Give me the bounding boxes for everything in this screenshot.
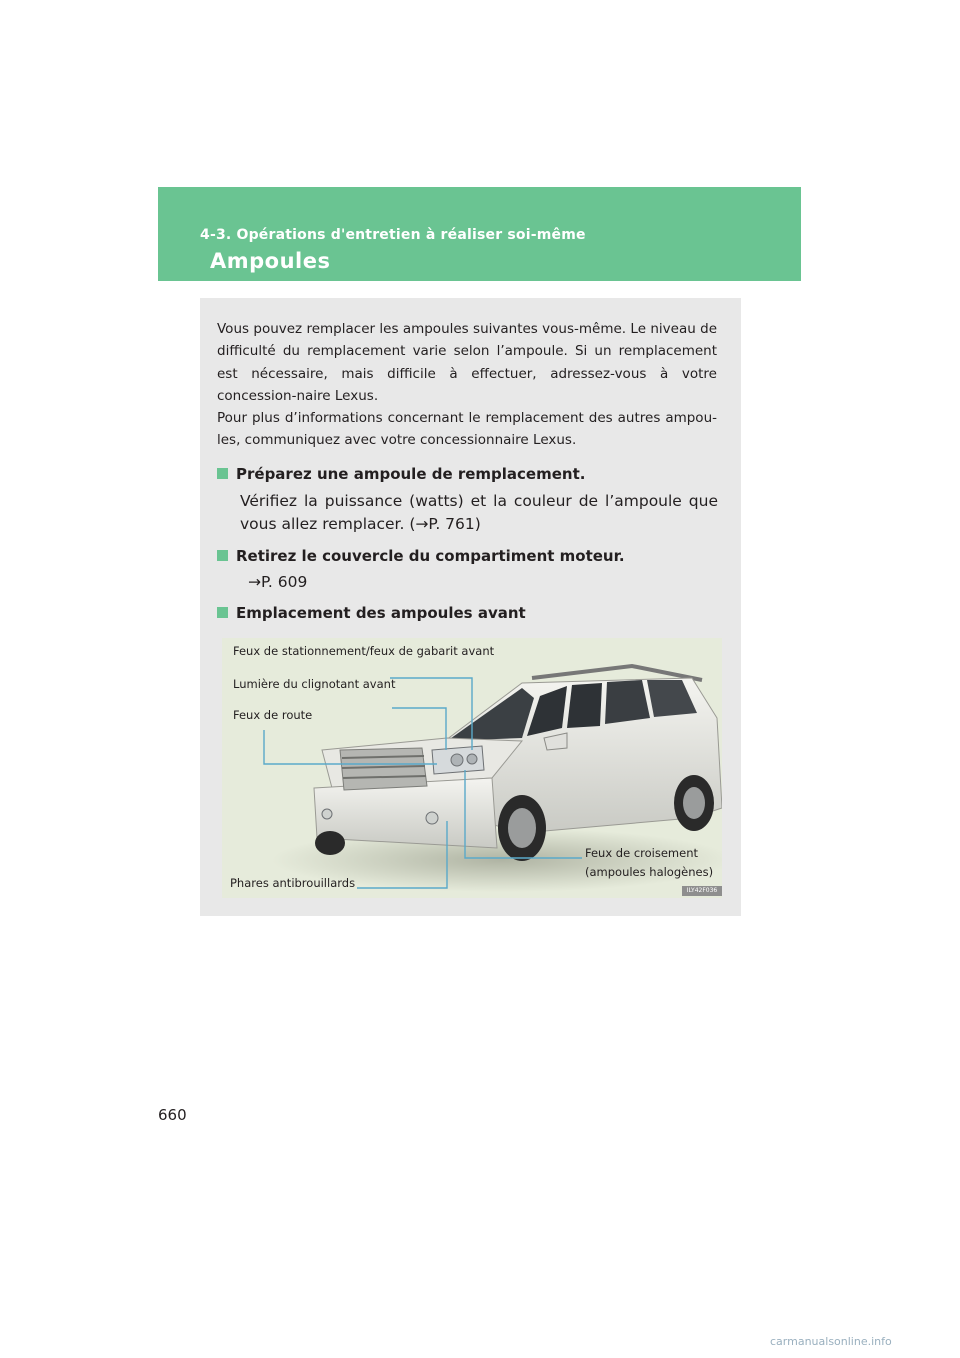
bullet-square-icon — [217, 468, 228, 479]
watermark-text: carmanualsonline.info — [770, 1335, 892, 1348]
intro-text — [217, 318, 717, 452]
section-label: 4-3. Opérations d'entretien à réaliser soi-même — [200, 227, 586, 243]
page-number: 660 — [158, 1106, 187, 1124]
bullet-square-icon — [217, 550, 228, 561]
bullet-square-icon — [217, 607, 228, 618]
section-heading-1: Préparez une ampoule de remplacement. — [217, 465, 585, 483]
label-parking-lights: Feux de stationnement/feux de gabarit avant — [233, 644, 495, 658]
section-body-2: →P. 609 — [248, 573, 308, 591]
section-heading-3: Emplacement des ampoules avant — [217, 604, 526, 622]
section-heading-2: Retirez le couvercle du compartiment moteur. — [217, 547, 625, 565]
intro-paragraph-2: Pour plus d’informations concernant le remplacement des autres ampou-les, communiquez avec votre concessionnaire Lexus. — [217, 410, 717, 449]
intro-paragraph-1: Vous pouvez remplacer les ampoules suivantes vous-même. Le niveau de difficulté du remplacement varie selon l’ampoule. Si un remplacement est nécessaire, mais difficile à effectuer, adressez-vous à votre concession-naire Lexus. — [217, 321, 717, 404]
label-turn-signal: Lumière du clignotant avant — [233, 677, 396, 691]
chapter-header — [158, 187, 801, 281]
label-fog-lights: Phares antibrouillards — [230, 876, 356, 890]
content-box — [200, 298, 741, 916]
figure-code: ILY42F036 — [682, 886, 722, 896]
vehicle-bulb-diagram — [222, 638, 722, 898]
label-low-beam-line2: (ampoules halogènes) — [585, 865, 714, 879]
label-high-beam: Feux de route — [233, 708, 313, 722]
page-title: Ampoules — [210, 249, 331, 273]
label-low-beam-line1: Feux de croisement — [585, 846, 699, 860]
section-body-1: Vérifiez la puissance (watts) et la couleur de l’ampoule que vous allez remplacer. (→P. 761) — [240, 492, 718, 533]
